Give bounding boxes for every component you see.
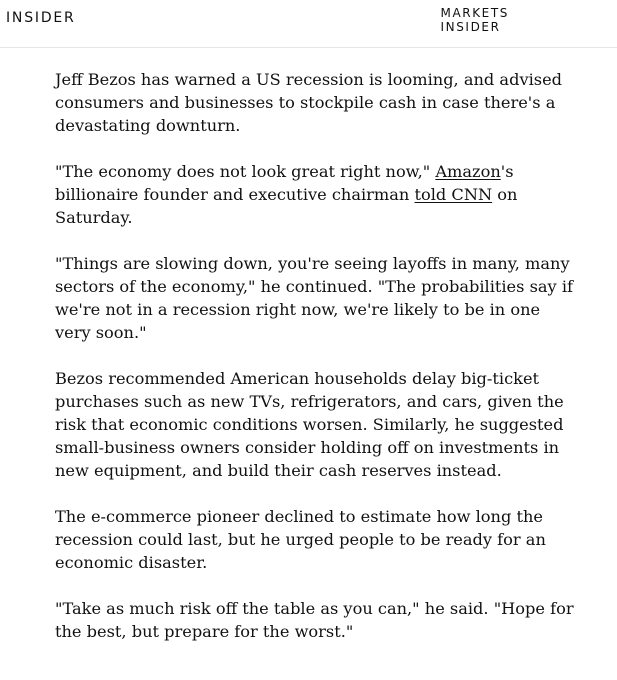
amazon-link[interactable]: Amazon (435, 162, 501, 181)
paragraph-6: "Take as much risk off the table as you can," he said. "Hope for the best, but prepare for the worst." (55, 599, 574, 641)
markets-insider-logo[interactable] (441, 6, 510, 34)
paragraph-2 (55, 160, 575, 229)
paragraph-2-text-end: on Saturday. (55, 185, 518, 227)
markets-insider-logo-line1: MARKETS (440, 6, 509, 20)
paragraph-2-text-start: "The economy does not look great right now," (55, 162, 436, 181)
paragraph-2-text-middle: 's billionaire founder and executive chairman (55, 162, 514, 204)
insider-logo[interactable]: INSIDER (6, 10, 76, 26)
paragraph-3: "Things are slowing down, you're seeing layoffs in many, many sectors of the economy," he continued. "The probabilities say if we're not in a recession right now, we're likely to be in one very soon." (55, 254, 574, 342)
paragraph-1: Jeff Bezos has warned a US recession is looming, and advised consumers and businesses to stockpile cash in case there's a devastating downturn. (55, 70, 563, 135)
told-cnn-link[interactable]: told CNN (414, 185, 493, 204)
paragraph-4: Bezos recommended American households delay big-ticket purchases such as new TVs, refrigerators, and cars, given the risk that economic conditions worsen. Similarly, he suggested small-business owners consider holding off on investments in new equipment, and build their cash reserves instead. (55, 369, 564, 480)
article-body (55, 68, 575, 666)
site-header (0, 0, 617, 48)
markets-insider-logo-line2: INSIDER (440, 20, 501, 34)
paragraph-5: The e-commerce pioneer declined to estimate how long the recession could last, but he urged people to be ready for an economic disaster. (55, 507, 546, 572)
